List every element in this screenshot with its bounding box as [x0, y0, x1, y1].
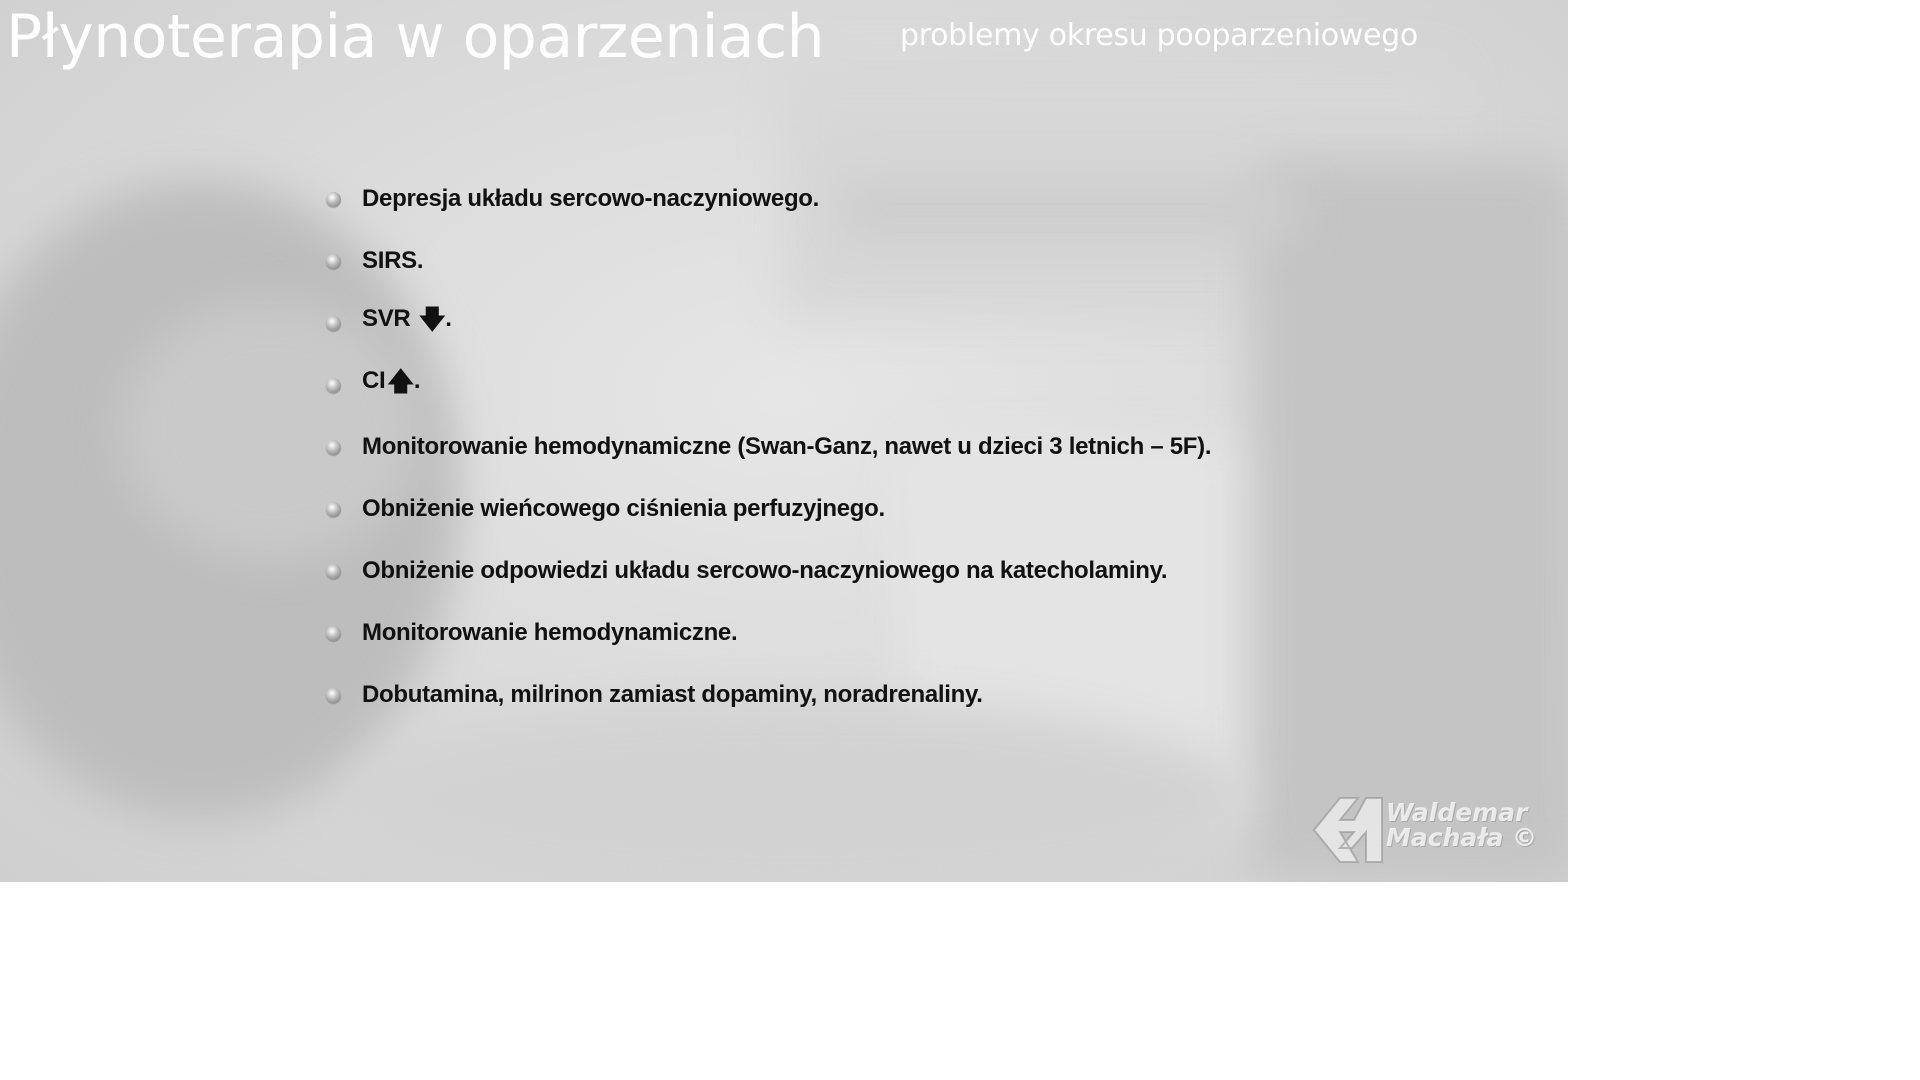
bullet-icon — [326, 440, 341, 455]
bullet-icon — [326, 502, 341, 517]
bullet-text: SVR 🡇. — [362, 301, 452, 345]
list-item — [326, 292, 1211, 354]
bullet-text: CI🡅. — [362, 363, 420, 407]
bullet-text: Obniżenie wieńcowego ciśnienia perfuzyjnego. — [362, 495, 885, 522]
list-item — [326, 230, 1211, 292]
bullet-icon — [326, 192, 341, 207]
bullet-text: Depresja układu sercowo-naczyniowego. — [362, 185, 820, 212]
slide-subtitle: problemy okresu pooparzeniowego — [900, 18, 1418, 53]
bullet-icon — [326, 316, 341, 331]
bullet-icon — [326, 254, 341, 269]
bullet-text: Monitorowanie hemodynamiczne. — [362, 619, 738, 646]
bullet-icon — [326, 688, 341, 703]
arrow-down-icon: 🡇 — [418, 305, 446, 335]
watermark-text — [1386, 800, 1537, 850]
bullet-icon — [326, 564, 341, 579]
list-item — [326, 478, 1211, 540]
bullet-icon — [326, 378, 341, 393]
arrow-up-icon: 🡅 — [387, 367, 414, 397]
bullet-icon — [326, 626, 341, 641]
bullet-list — [326, 168, 1211, 726]
list-item — [326, 354, 1211, 416]
list-item — [326, 664, 1211, 726]
bullet-text: SIRS. — [362, 247, 424, 274]
list-item — [326, 416, 1211, 478]
bullet-text: Monitorowanie hemodynamiczne (Swan-Ganz, nawet u dzieci 3 letnich – 5F). — [362, 433, 1212, 460]
bullet-text: Dobutamina, milrinon zamiast dopaminy, noradrenaliny. — [362, 681, 983, 708]
watermark-line1: Waldemar — [1386, 798, 1528, 827]
list-item — [326, 602, 1211, 664]
slide-title: Płynoterapia w oparzeniach — [6, 2, 825, 72]
list-item — [326, 540, 1211, 602]
watermark-logo — [1310, 792, 1560, 868]
background-blur — [1250, 160, 1568, 880]
wm-logo-icon — [1310, 792, 1386, 868]
watermark-line2: Machała © — [1386, 823, 1538, 852]
bullet-text: Obniżenie odpowiedzi układu sercowo-naczyniowego na katecholaminy. — [362, 557, 1168, 584]
list-item — [326, 168, 1211, 230]
